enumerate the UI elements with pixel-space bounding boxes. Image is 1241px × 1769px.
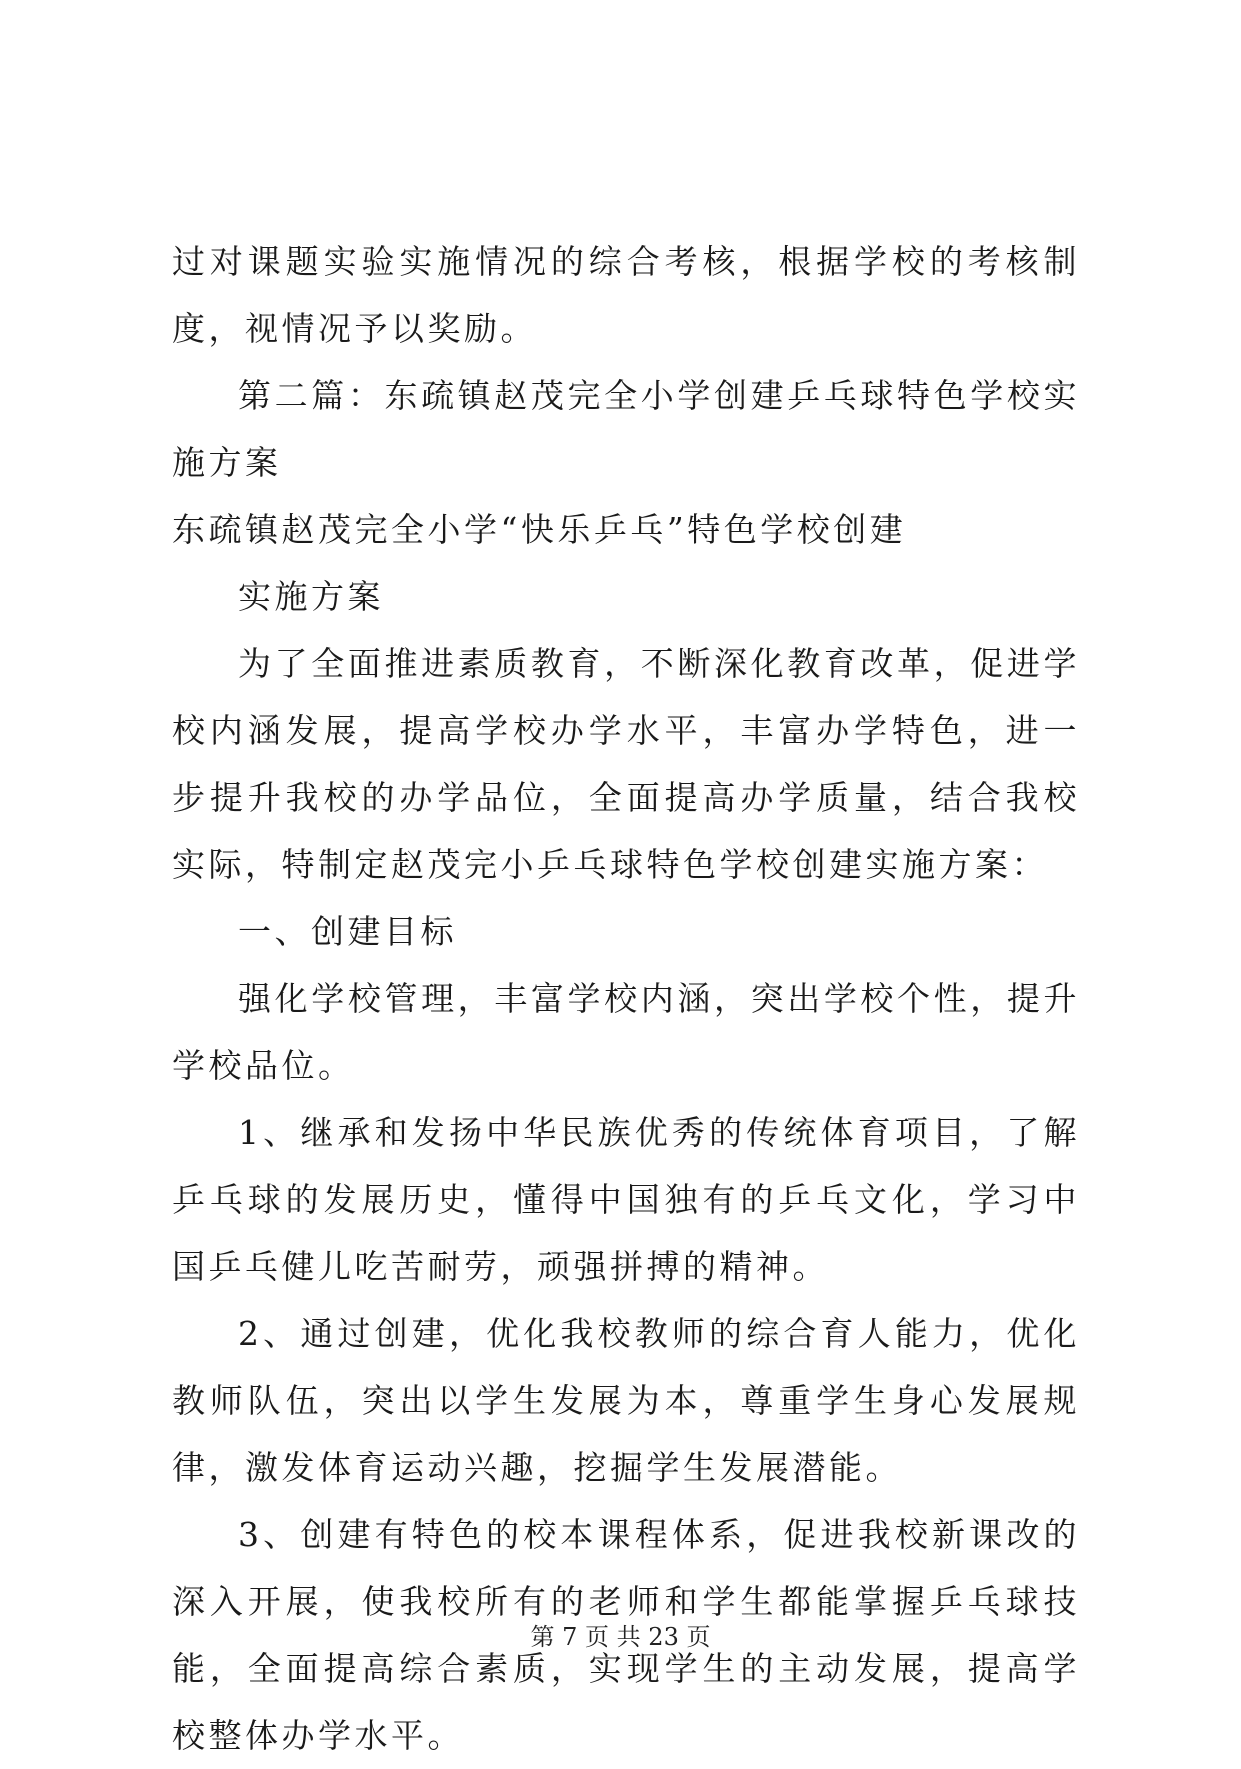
paragraph-continuation: 过对课题实验实施情况的综合考核，根据学校的考核制度，视情况予以奖励。 bbox=[172, 242, 1080, 348]
list-item-1: 1、继承和发扬中华民族优秀的传统体育项目，了解乒乓球的发展历史，懂得中国独有的乒乓文化，学习中国乒乓健儿吃苦耐劳，顽强拼搏的精神。 bbox=[172, 1113, 1080, 1286]
paragraph-intro: 为了全面推进素质教育，不断深化教育改革，促进学校内涵发展，提高学校办学水平，丰富办学特色，进一步提升我校的办学品位，全面提高办学质量，结合我校实际，特制定赵茂完小乒乓球特色学校创建实施方案： bbox=[172, 644, 1080, 884]
page-number-footer: 第 7 页 共 23 页 bbox=[530, 1623, 711, 1651]
paragraph-goals-summary: 强化学校管理，丰富学校内涵，突出学校个性，提升学校品位。 bbox=[172, 979, 1080, 1085]
section-heading: 第二篇：东疏镇赵茂完全小学创建乒乓球特色学校实施方案 bbox=[172, 376, 1080, 482]
list-item-3: 3、创建有特色的校本课程体系，促进我校新课改的深入开展，使我校所有的老师和学生都能掌握乒乓球技能，全面提高综合素质，实现学生的主动发展，提高学校整体办学水平。 bbox=[172, 1515, 1080, 1755]
list-item-2: 2、通过创建，优化我校教师的综合育人能力，优化教师队伍，突出以学生发展为本，尊重学生身心发展规律，激发体育运动兴趣，挖掘学生发展潜能。 bbox=[172, 1314, 1080, 1487]
document-title: 东疏镇赵茂完全小学“快乐乒乓”特色学校创建 bbox=[172, 510, 907, 549]
document-subtitle: 实施方案 bbox=[238, 577, 384, 616]
heading-goals: 一、创建目标 bbox=[238, 912, 457, 951]
document-body bbox=[172, 228, 1080, 1769]
